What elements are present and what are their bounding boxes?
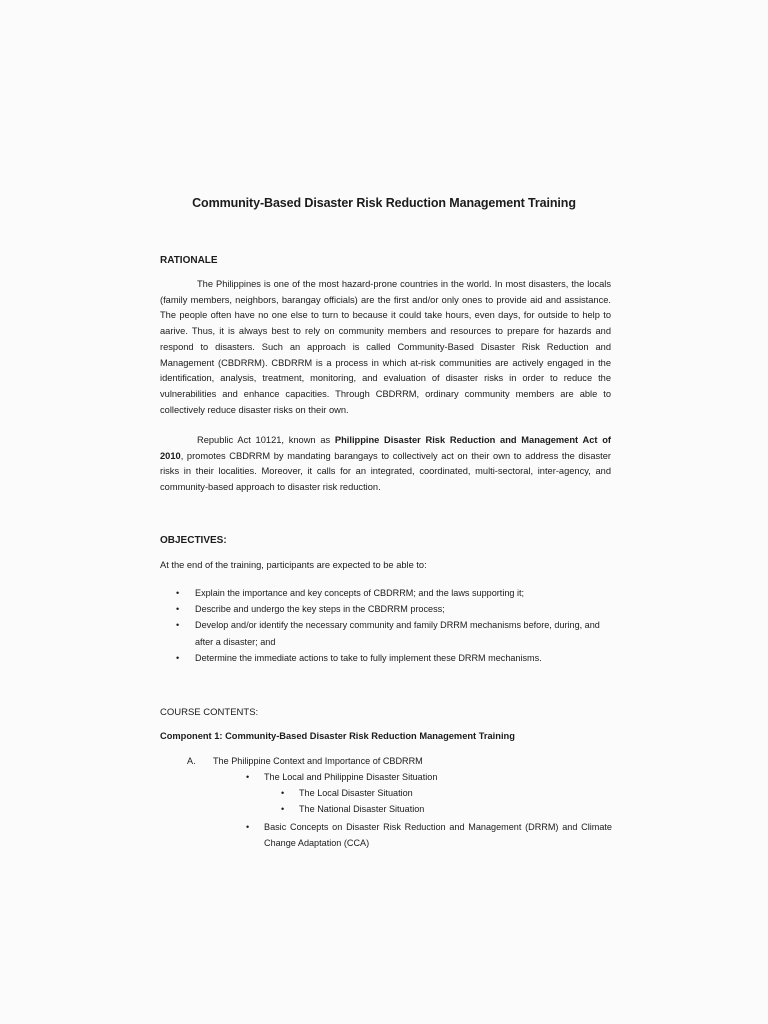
bullet-icon: • <box>281 804 285 814</box>
document-title: Community-Based Disaster Risk Reduction Management Training <box>192 196 576 210</box>
bullet-icon: • <box>281 788 285 798</box>
list-item <box>160 650 612 666</box>
section-a-marker: A. <box>187 756 196 766</box>
list-item <box>160 617 612 649</box>
list-item <box>246 820 612 851</box>
rationale-paragraph-1: The Philippines is one of the most hazard-prone countries in the world. In most disasters, the locals (family members, neighbors, barangay officials) are the first and/or only ones to provide aid and assistance. The people often have no one else to turn to because it could take hours, even days, for outside to help to aarive. Thus, it is always best to rely on community members and resources to prepare for hazards and respond to disasters. Such an approach is called Community-Based Disaster Risk Reduction and Management (CBDRRM). CBDRRM is a process in which at-risk communities are actively engaged in the identification, analysis, treatment, monitoring, and evaluation of disaster risks in order to reduce the vulnerabilities and enhance capacities. Through CBDRRM, ordinary community members are able to collectively reduce disaster risks on their own. <box>160 279 611 415</box>
para2-prefix: Republic Act 10121, known as <box>197 435 335 445</box>
objectives-heading: OBJECTIVES: <box>160 535 227 546</box>
objectives-intro: At the end of the training, participants are expected to be able to: <box>160 560 427 570</box>
bullet-icon: • <box>176 588 180 598</box>
act-name: Philippine Disaster Risk Reduction and Management Act of 2010 <box>160 435 612 461</box>
component-heading: Component 1: Community-Based Disaster Risk Reduction Management Training <box>160 731 515 741</box>
bullet-icon: • <box>176 620 180 631</box>
bullet-icon: • <box>176 652 180 663</box>
objective-text: Describe and undergo the key steps in the CBDRRM process; <box>195 604 445 615</box>
list-item <box>160 601 612 617</box>
bullet-icon: • <box>176 604 180 615</box>
list-item <box>281 804 425 814</box>
course-item-1: The Local and Philippine Disaster Situation <box>264 772 438 782</box>
objective-text: Explain the importance and key concepts of CBDRRM; and the laws supporting it; <box>195 588 525 598</box>
objectives-list <box>160 585 612 666</box>
rationale-paragraph-2 <box>160 433 611 496</box>
section-a-title: The Philippine Context and Importance of CBDRRM <box>213 756 423 766</box>
objective-text: Develop and/or identify the necessary community and family DRRM mechanisms before, during, and after a disaster; and <box>195 620 600 647</box>
rationale-heading: RATIONALE <box>160 255 218 266</box>
list-item <box>281 788 413 798</box>
course-item-1-sub-1: The Local Disaster Situation <box>299 788 413 798</box>
list-item <box>246 772 438 782</box>
course-item-2: Basic Concepts on Disaster Risk Reduction and Management (DRRM) and Climate Change Adaptation (CCA) <box>264 822 612 848</box>
objective-text: Determine the immediate actions to take to fully implement these DRRM mechanisms. <box>195 652 542 663</box>
list-item <box>160 585 612 601</box>
course-item-1-sub-2: The National Disaster Situation <box>299 804 425 814</box>
para2-suffix: , promotes CBDRRM by mandating barangays to collectively act on their own to address the disaster risks in their localities. Moreover, it calls for an integrated, coordinated, multi-sectoral, inter-agency, and community-based approach to disaster risk reduction. <box>160 450 611 493</box>
bullet-icon: • <box>246 822 250 832</box>
course-contents-heading: COURSE CONTENTS: <box>160 707 259 718</box>
bullet-icon: • <box>246 772 250 782</box>
section-a <box>187 756 423 766</box>
